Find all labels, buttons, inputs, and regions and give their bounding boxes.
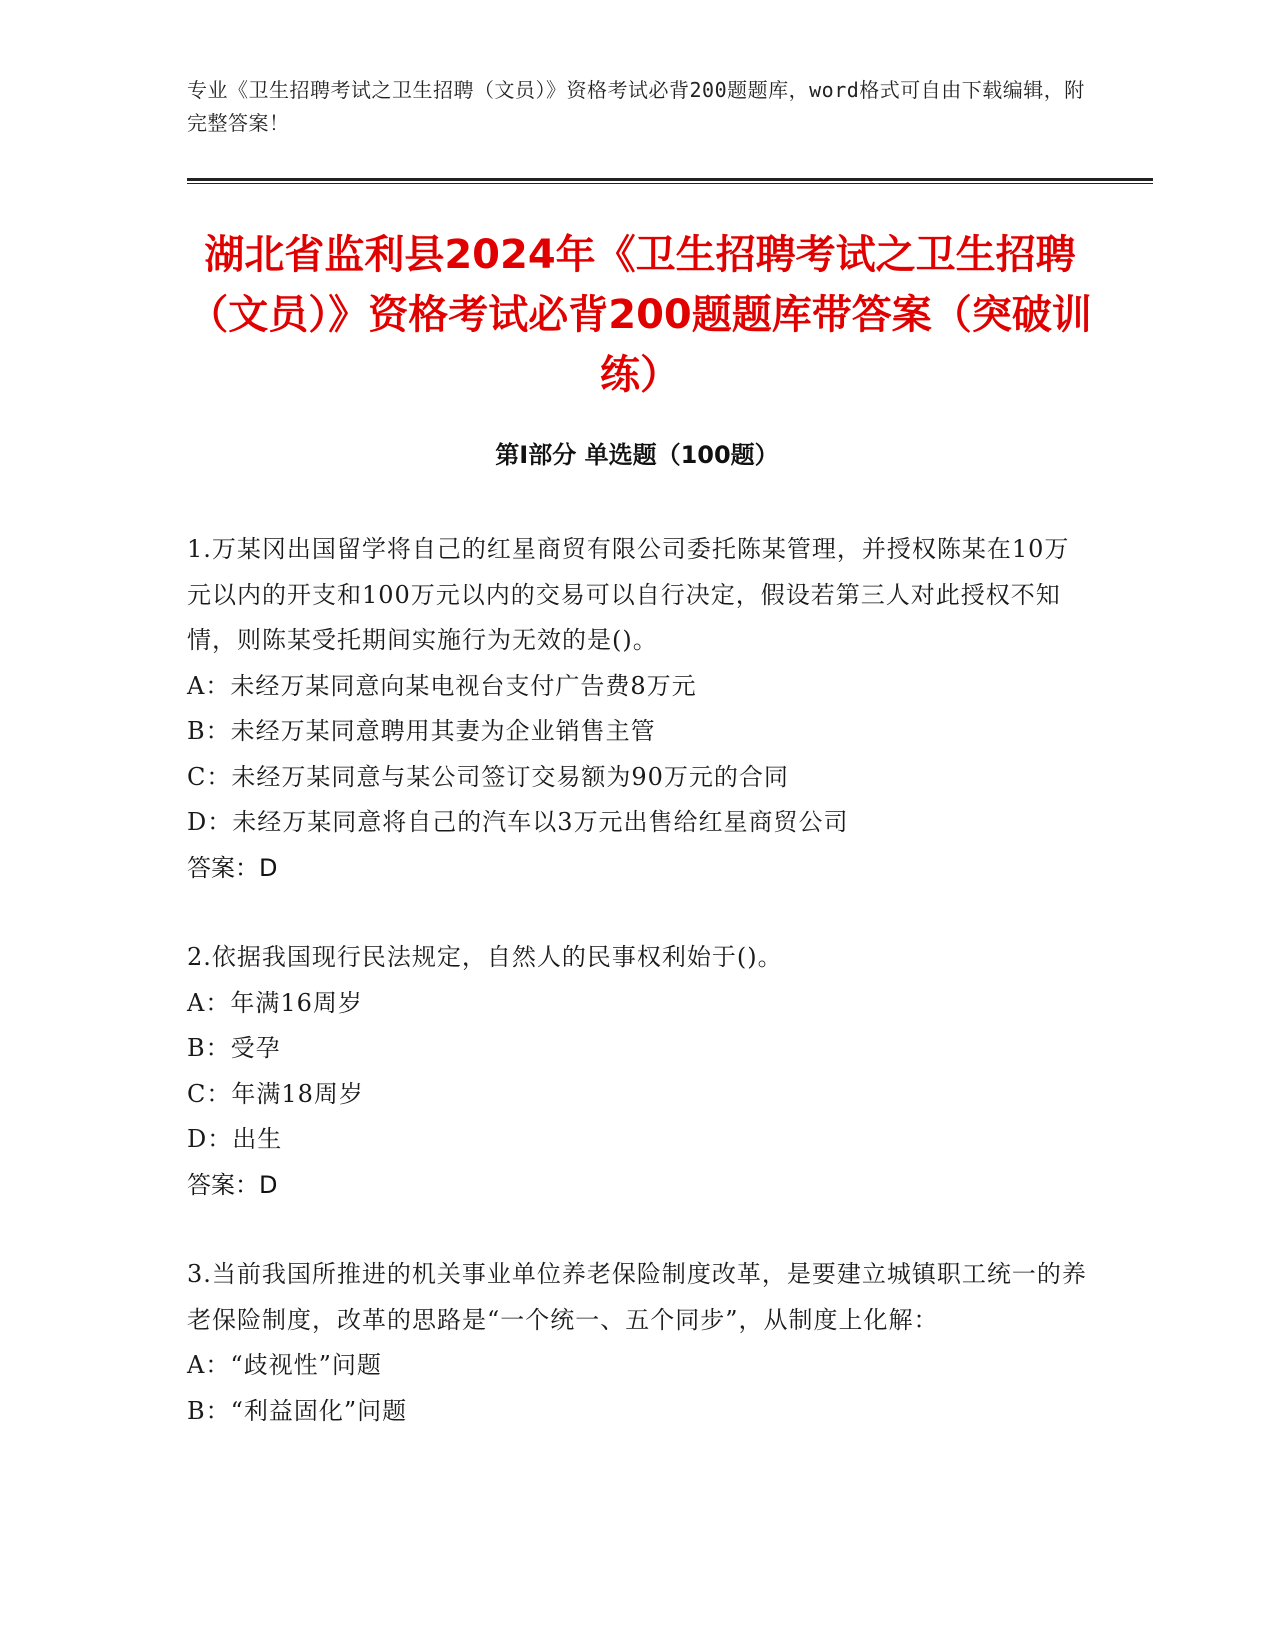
question-stem: 2.依据我国现行民法规定，自然人的民事权利始于()。	[187, 943, 783, 971]
option-b: B：受孕	[187, 1034, 281, 1062]
option-c: C：年满18周岁	[187, 1079, 364, 1108]
answer: 答案：D	[187, 853, 278, 882]
document-title: 湖北省监利县2024年《卫生招聘考试之卫生招聘（文员）》资格考试必背200题题库带答案（突破训练）	[188, 232, 1092, 398]
option-b: B：“利益固化”问题	[187, 1396, 408, 1425]
question-3	[187, 1252, 1087, 1434]
question-1	[187, 527, 1087, 891]
section-heading: 第I部分 单选题（100题）	[495, 441, 779, 469]
question-2	[187, 935, 1087, 1208]
option-a: A：年满16周岁	[187, 988, 363, 1017]
option-b: B：未经万某同意聘用其妻为企业销售主管	[187, 717, 656, 745]
question-stem: 1.万某冈出国留学将自己的红星商贸有限公司委托陈某管理，并授权陈某在10万元以内的开支和100万元以内的交易可以自行决定，假设若第三人对此授权不知情，则陈某受托期间实施行为无效的是()。	[187, 535, 1070, 654]
option-d: D：未经万某同意将自己的汽车以3万元出售给红星商贸公司	[187, 808, 849, 836]
question-list	[187, 527, 1087, 1478]
question-stem: 3.当前我国所推进的机关事业单位养老保险制度改革，是要建立城镇职工统一的养老保险制度，改革的思路是“一个统一、五个同步”，从制度上化解：	[187, 1260, 1087, 1334]
option-d: D：出生	[187, 1125, 283, 1153]
option-c: C：未经万某同意与某公司签订交易额为90万元的合同	[187, 762, 789, 791]
header-note: 专业《卫生招聘考试之卫生招聘（文员）》资格考试必背200题题库，word格式可自由下载编辑，附完整答案！	[187, 78, 1085, 135]
option-a: A：“歧视性”问题	[187, 1351, 382, 1379]
header-divider-thin	[187, 183, 1153, 184]
header-divider	[187, 178, 1153, 181]
option-a: A：未经万某同意向某电视台支付广告费8万元	[187, 671, 697, 700]
answer: 答案：D	[187, 1170, 278, 1199]
